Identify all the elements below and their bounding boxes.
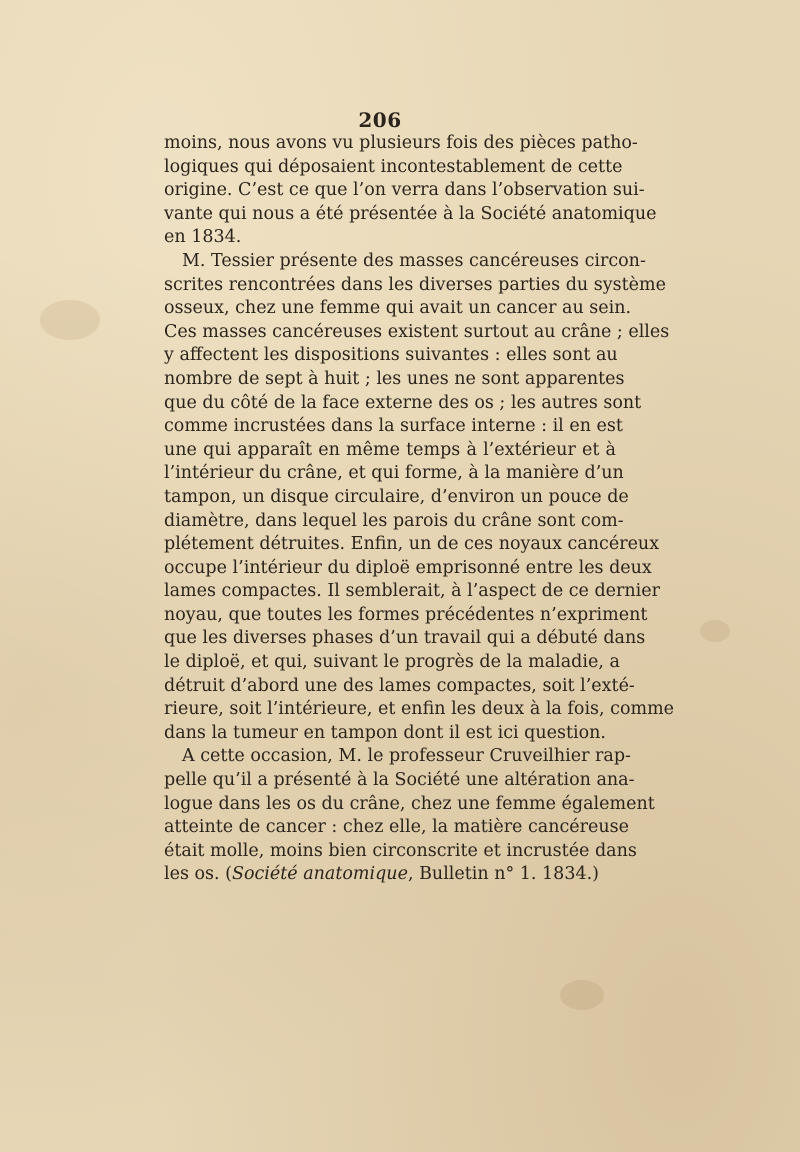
body-text — [164, 132, 675, 887]
text-line: scrites rencontrées dans les diverses parties du système — [164, 274, 666, 295]
paper-stain — [40, 300, 100, 340]
text-line: que les diverses phases d’un travail qui a débuté dans — [164, 628, 646, 649]
text-line: une qui apparaît en même temps à l’extérieur et à — [164, 439, 616, 460]
paper-stain — [700, 620, 730, 642]
text-line: comme incrustées dans la surface interne : il en est — [164, 416, 623, 437]
text-line: diamètre, dans lequel les parois du crâne sont com- — [164, 510, 624, 531]
text-line: logue dans les os du crâne, chez une femme également — [164, 793, 655, 814]
text-line: nombre de sept à huit ; les unes ne sont apparentes — [164, 368, 625, 389]
text-line: A cette occasion, M. le professeur Cruveilhier rap- — [182, 746, 631, 767]
text-line: lames compactes. Il semblerait, à l’aspect de ce dernier — [164, 581, 660, 602]
text-line: était molle, moins bien circonscrite et incrustée dans — [164, 840, 637, 861]
text-line: origine. C’est ce que l’on verra dans l’observation sui- — [164, 180, 645, 201]
text-line: M. Tessier présente des masses cancéreuses circon- — [182, 250, 646, 271]
text-line: pelle qu’il a présenté à la Société une altération ana- — [164, 770, 635, 791]
citation-prefix: les os. ( — [164, 864, 232, 885]
text-line: moins, nous avons vu plusieurs fois des pièces patho- — [164, 133, 638, 153]
text-line: l’intérieur du crâne, et qui forme, à la manière d’un — [164, 463, 624, 484]
text-line: vante qui nous a été présentée à la Société anatomique — [164, 203, 657, 224]
text-line: osseux, chez une femme qui avait un cancer au sein. — [164, 298, 632, 319]
text-line: y affectent les dispositions suivantes : elles sont au — [164, 345, 618, 366]
text-line: plétement détruites. Enfin, un de ces noyaux cancéreux — [164, 534, 660, 555]
text-line: noyau, que toutes les formes précédentes n’expriment — [164, 604, 648, 625]
text-line: le diploë, et qui, suivant le progrès de la maladie, a — [164, 652, 620, 673]
text-line: détruit d’abord une des lames compactes, soit l’exté- — [164, 675, 635, 696]
text-line: Ces masses cancéreuses existent surtout au crâne ; elles — [164, 321, 670, 342]
text-line: occupe l’intérieur du diploë emprisonné entre les deux — [164, 557, 652, 578]
text-line: logiques qui déposaient incontestablement de cette — [164, 156, 623, 177]
text-line: dans la tumeur en tampon dont il est ici question. — [164, 722, 606, 743]
text-line: atteinte de cancer : chez elle, la matière cancéreuse — [164, 817, 629, 838]
text-line: tampon, un disque circulaire, d’environ un pouce de — [164, 486, 629, 507]
text-line: en 1834. — [164, 227, 242, 248]
text-line: que du côté de la face externe des os ; les autres sont — [164, 392, 642, 413]
citation-line — [164, 863, 616, 887]
citation-source: Société anatomique — [231, 864, 408, 885]
paper-stain — [560, 980, 604, 1010]
page-number: 206 — [358, 108, 402, 132]
text-line: rieure, soit l’intérieure, et enfin les deux à la fois, comme — [164, 699, 675, 720]
citation-suffix: , Bulletin n° 1. 1834.) — [407, 864, 599, 885]
